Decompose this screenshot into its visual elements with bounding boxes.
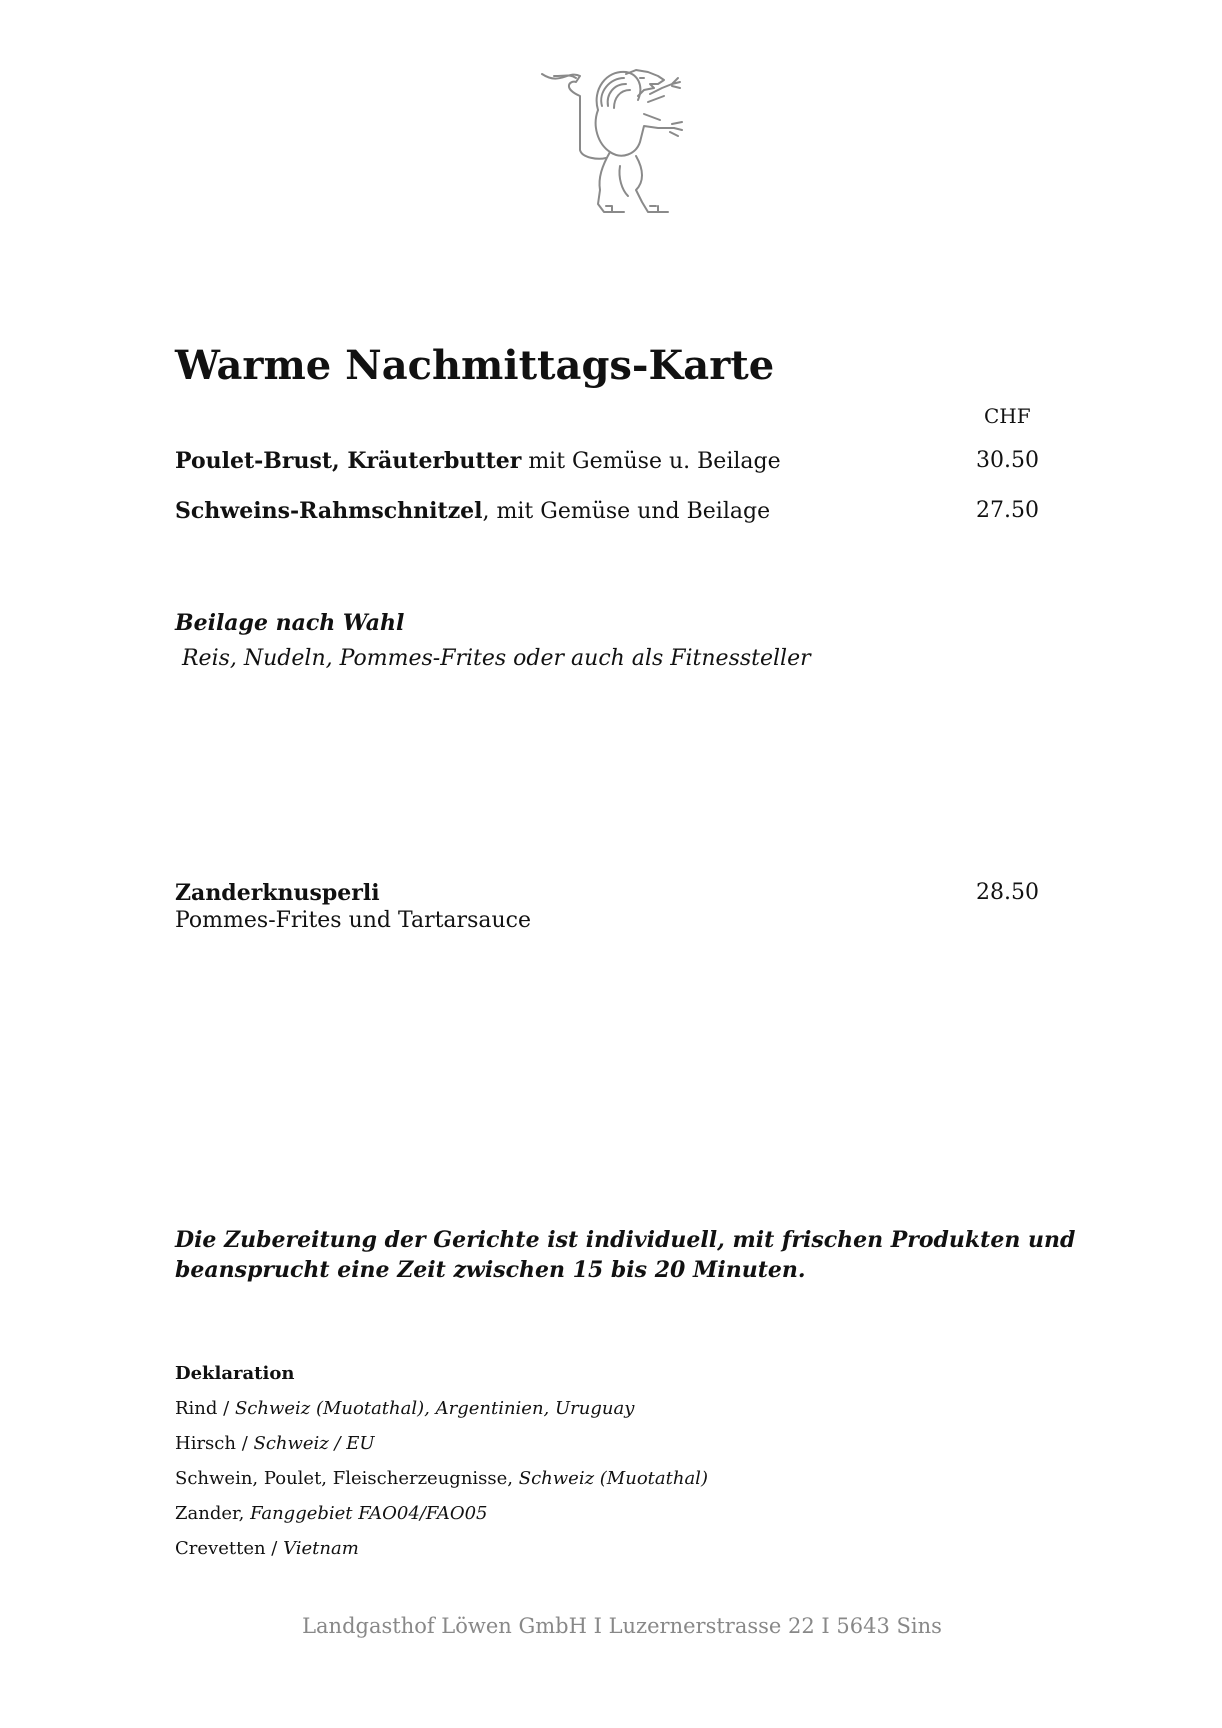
preparation-note: Die Zubereitung der Gerichte ist individuell, mit frischen Produkten und beansprucht eine Zeit zwischen 15 bis 20 Minuten. bbox=[175, 1227, 1076, 1283]
origin-country: Fanggebiet FAO04/FAO05 bbox=[250, 1503, 488, 1524]
special-item-name: Zanderknusperli bbox=[175, 880, 380, 906]
origin-product: Schwein, Poulet, Fleischerzeugnisse, bbox=[175, 1468, 519, 1489]
origin-country: Schweiz (Muotathal) bbox=[518, 1468, 708, 1489]
item-description: mit Gemüse u. Beilage bbox=[521, 449, 781, 474]
menu-item bbox=[175, 448, 781, 474]
special-item-price: 28.50 bbox=[976, 880, 1039, 905]
currency-label: CHF bbox=[984, 404, 1031, 428]
origin-product: Rind / bbox=[175, 1398, 235, 1419]
origin-country: Schweiz (Muotathal), Argentinien, Uruguay bbox=[234, 1398, 635, 1419]
lion-logo-icon bbox=[540, 66, 720, 218]
declaration-line bbox=[175, 1503, 488, 1524]
origin-country: Vietnam bbox=[283, 1538, 359, 1559]
item-description: , mit Gemüse und Beilage bbox=[482, 499, 771, 524]
menu-title: Warme Nachmittags-Karte bbox=[175, 342, 775, 389]
menu-item bbox=[175, 498, 770, 524]
item-name: Poulet-Brust, Kräuterbutter bbox=[175, 448, 522, 474]
origin-product: Crevetten / bbox=[175, 1538, 284, 1559]
side-dish-title: Beilage nach Wahl bbox=[175, 610, 405, 636]
item-price: 30.50 bbox=[976, 448, 1039, 473]
footer-address: Landgasthof Löwen GmbH I Luzernerstrasse 22 I 5643 Sins bbox=[302, 1614, 942, 1638]
declaration-title: Deklaration bbox=[175, 1363, 295, 1384]
item-price: 27.50 bbox=[976, 498, 1039, 523]
special-item-description: Pommes-Frites und Tartarsauce bbox=[175, 908, 531, 933]
declaration-line bbox=[175, 1433, 375, 1454]
declaration-line bbox=[175, 1538, 359, 1559]
side-dish-options: Reis, Nudeln, Pommes-Frites oder auch als Fitnessteller bbox=[175, 646, 811, 671]
origin-product: Hirsch / bbox=[175, 1433, 254, 1454]
item-name: Schweins-Rahmschnitzel bbox=[175, 498, 483, 524]
origin-product: Zander, bbox=[175, 1503, 251, 1524]
declaration-line bbox=[175, 1468, 708, 1489]
origin-country: Schweiz / EU bbox=[253, 1433, 375, 1454]
declaration-line bbox=[175, 1398, 634, 1419]
